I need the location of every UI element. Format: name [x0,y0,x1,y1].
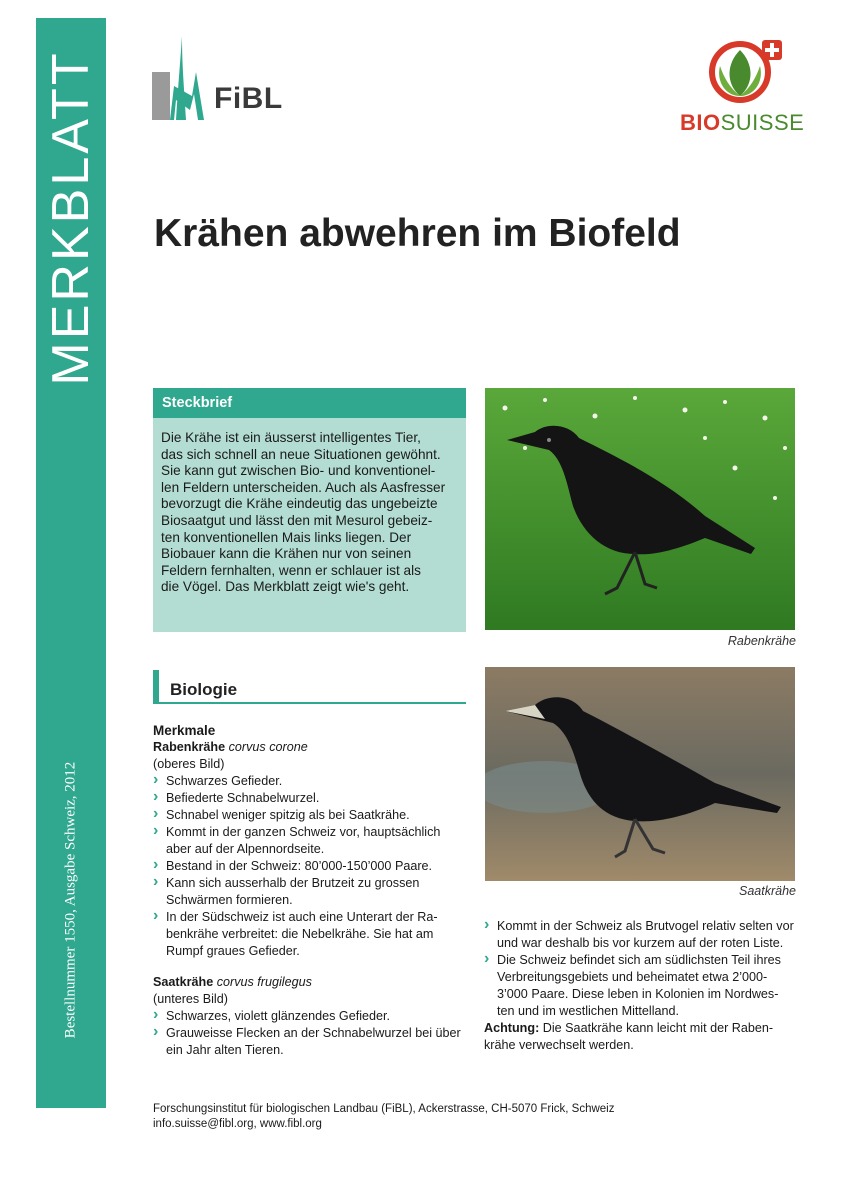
page-title: Krähen abwehren im Biofeld [154,212,681,255]
list-item: › Schwarzes, violett glänzendes Gefieder. [153,1008,469,1025]
fibl-wordmark: FiBL [214,82,283,115]
merkmale-heading: Merkmale [153,723,216,738]
achtung-note: Achtung: Die Saatkrähe kann leicht mit der Raben-krähe verwechselt werden. [484,1021,774,1052]
saatkraehe-list-continued [484,918,794,1020]
biologie-left-column [153,722,469,1059]
list-item: › Befiederte Schnabelwurzel. [153,790,469,807]
saatkraehe-title: Saatkrähe corvus frugilegus [153,975,312,989]
side-band-order-info [36,700,106,1100]
footer [153,1102,614,1132]
saatkraehe-list [153,1008,469,1059]
list-item: › Schwarzes Gefieder. [153,773,469,790]
side-band-title [36,18,106,418]
rabenkraehe-list [153,773,469,960]
biosuisse-bud-icon [706,36,784,104]
rabenkraehe-title: Rabenkrähe corvus corone [153,740,308,754]
order-number-label: Bestellnummer 1550, Ausgabe Schweiz, 2012 [62,761,79,1039]
biologie-heading: Biologie [170,680,238,699]
footer-contact: info.suisse@fibl.org, www.fibl.org [153,1118,322,1130]
merkblatt-label: MERKBLATT [42,50,100,386]
list-item: › Die Schweiz befindet sich am südlichsten Teil ihres Verbreitungsgebiets und beheimatet etwa 2’000-3’000 Paare. Diese leben in Kolonien im Nordwes-ten und im westlichen Mittelland. [484,952,794,1020]
list-item: › In der Südschweiz ist auch eine Unterart der Ra-benkrähe verbreitet: die Nebelkrähe. Sie hat am Rumpf graues Gefieder. [153,909,469,960]
rabenkraehe-photo [485,388,795,630]
list-item: › Kommt in der Schweiz als Brutvogel relativ selten vor und war deshalb bis vor kurzem auf der roten Liste. [484,918,794,952]
saatkraehe-photo [485,667,795,881]
list-item: › Bestand in der Schweiz: 80’000-150’000 Paare. [153,858,469,875]
list-item: › Schnabel weniger spitzig als bei Saatkrähe. [153,807,469,824]
steckbrief-header: Steckbrief [153,388,466,418]
saatkraehe-note: (unteres Bild) [153,992,228,1006]
biosuisse-wordmark: BIOSUISSE [680,110,805,135]
list-item: › Kommt in der ganzen Schweiz vor, hauptsächlich aber auf der Alpennordseite. [153,824,469,858]
rabenkraehe-note: (oberes Bild) [153,757,225,771]
steckbrief-text: Die Krähe ist ein äusserst intelligentes Tier, das sich schnell an neue Situationen gewöhnt. Sie kann gut zwischen Bio- und konventionel- len Feldern unterscheiden. Auch als Aasfresser bevorzugt die Krähe eindeutig das ungebeizte Biosaatgut und lässt den mit Mesurol gebeiz- ten konventionellen Mais links liegen. Der Biobauer kann die Krähen nur von seinen Feldern fernhalten, wenn er schlauer ist als die Vögel. Das Merkblatt zeigt wie's geht. [161,430,446,595]
list-item: › Kann sich ausserhalb der Brutzeit zu grossen Schwärmen formieren. [153,875,469,909]
footer-address: Forschungsinstitut für biologischen Landbau (FiBL), Ackerstrasse, CH-5070 Frick, Schweiz [153,1103,615,1115]
list-item: › Grauweisse Flecken an der Schnabelwurzel bei über ein Jahr alten Tieren. [153,1025,469,1059]
photo-caption-bottom: Saatkrähe [739,884,796,898]
biologie-right-column [484,918,794,1054]
photo-caption-top: Rabenkrähe [727,634,796,648]
